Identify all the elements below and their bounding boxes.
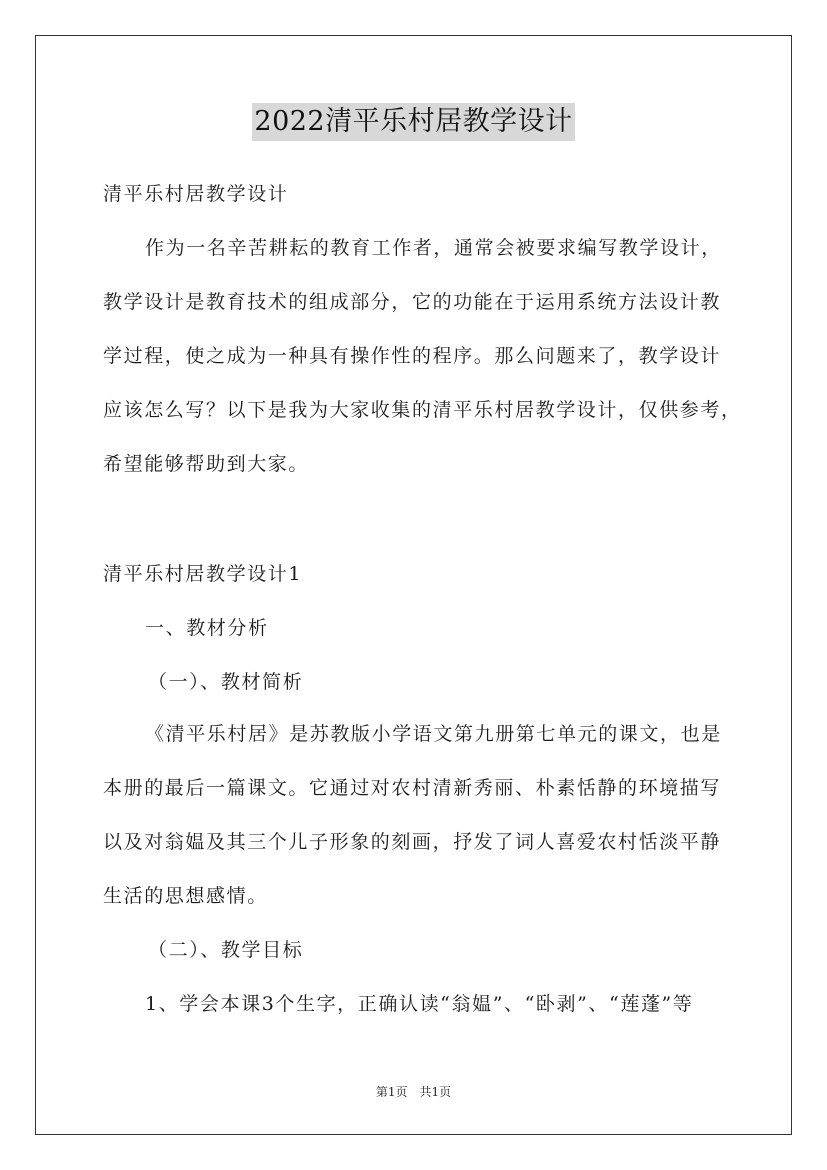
paragraph-line: 《清平乐村居》是苏教版小学语文第九册第七单元的课文，也是 <box>145 723 722 745</box>
paragraph-line: 本册的最后一篇课文。它通过对农村清新秀丽、朴素恬静的环境描写 <box>103 777 722 799</box>
paragraph-line: 希望能够帮助到大家。 <box>103 453 310 475</box>
paragraph-line: 应该怎么写？以下是我为大家收集的清平乐村居教学设计，仅供参考， <box>103 399 742 421</box>
subsection-heading: 一、教材分析 <box>145 617 269 639</box>
document-title: 2022清平乐村居教学设计 <box>252 103 574 141</box>
subsection-heading: （一）、教材简析 <box>148 671 304 693</box>
paragraph-line: 作为一名辛苦耕耘的教育工作者，通常会被要求编写教学设计， <box>145 237 722 259</box>
paragraph-line: 以及对翁媪及其三个儿子形象的刻画，抒发了词人喜爱农村恬淡平静 <box>103 831 722 853</box>
paragraph-line: 1、学会本课3个生字，正确认读“翁媪”、“卧剥”、“莲蓬”等 <box>145 993 694 1015</box>
intro-heading: 清平乐村居教学设计 <box>103 183 289 205</box>
paragraph-line: 生活的思想感情。 <box>103 885 268 907</box>
subsection-heading: （二）、教学目标 <box>148 939 304 961</box>
title-container <box>0 103 827 141</box>
section-heading: 清平乐村居教学设计1 <box>103 563 303 585</box>
paragraph-line: 学过程，使之成为一种具有操作性的程序。那么问题来了，教学设计 <box>103 345 722 367</box>
page-footer: 第1页 共1页 <box>375 1085 452 1099</box>
paragraph-line: 教学设计是教育技术的组成部分，它的功能在于运用系统方法设计教 <box>103 291 722 313</box>
